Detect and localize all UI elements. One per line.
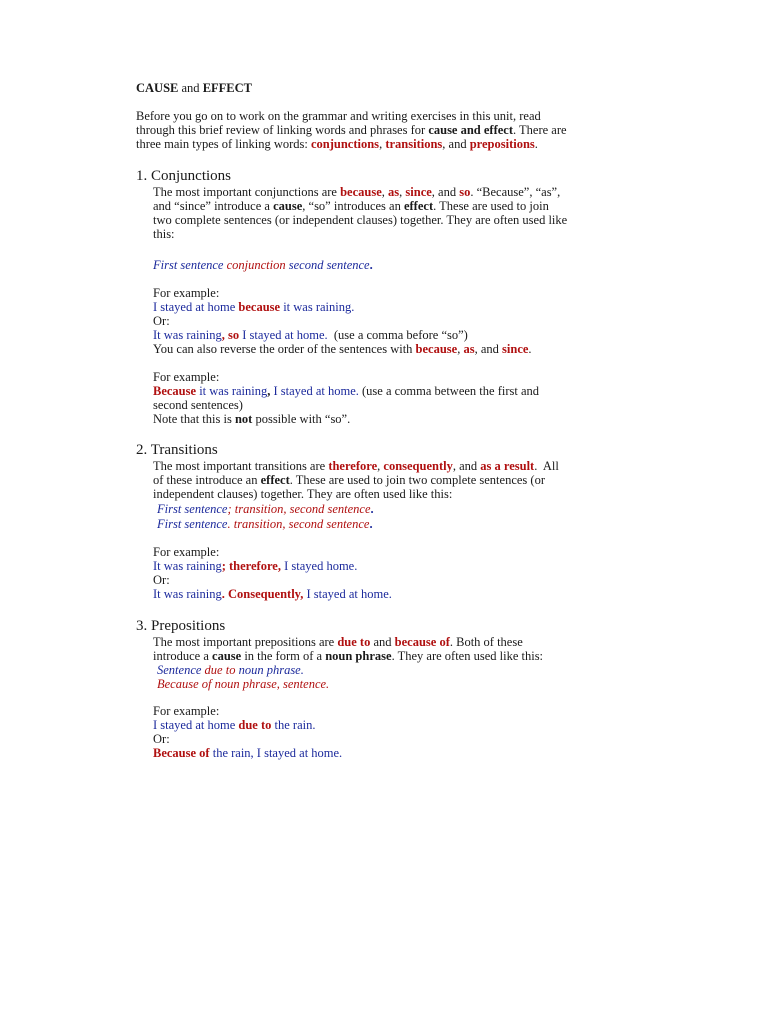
conj-so-note: Note that this is not possible with “so”. xyxy=(153,412,351,426)
prep-para-line-1: The most important prepositions are due to and because of. Both of these xyxy=(153,635,523,649)
trans-for-example: For example: xyxy=(153,545,220,559)
trans-pattern-2: First sentence. transition, second sentence. xyxy=(157,517,373,531)
conj-reverse-note: You can also reverse the order of the sentences with because, as, and since. xyxy=(153,342,532,356)
intro-line-3: three main types of linking words: conjunctions, transitions, and prepositions. xyxy=(136,137,538,151)
conj-example-3: Because it was raining, I stayed at home. (use a comma between the first and xyxy=(153,384,540,398)
conj-for-example-1: For example: xyxy=(153,286,220,300)
intro-line-2: through this brief review of linking words and phrases for cause and effect. There are xyxy=(136,123,567,137)
trans-para-line-3: independent clauses) together. They are often used like this: xyxy=(153,487,453,501)
heading-conjunctions: 1. Conjunctions xyxy=(136,168,232,184)
conj-para-line-3: two complete sentences (or independent clauses) together. They are often used like xyxy=(153,213,568,227)
conj-example-1: I stayed at home because it was raining. xyxy=(153,300,355,314)
prep-pattern-2: Because of noun phrase, sentence. xyxy=(157,677,330,691)
conj-pattern: First sentence conjunction second sentence. xyxy=(153,258,373,272)
conj-example-3-cont: second sentences) xyxy=(153,398,243,412)
prep-example-1: I stayed at home due to the rain. xyxy=(153,718,316,732)
trans-example-2: It was raining. Consequently, I stayed at home. xyxy=(153,587,392,601)
conj-or-1: Or: xyxy=(153,314,170,328)
intro-line-1: Before you go on to work on the grammar and writing exercises in this unit, read xyxy=(136,109,541,123)
trans-example-1: It was raining; therefore, I stayed home. xyxy=(153,559,358,573)
prep-or: Or: xyxy=(153,732,170,746)
heading-prepositions: 3. Prepositions xyxy=(136,618,226,634)
page-title: CAUSE and EFFECT xyxy=(136,81,252,95)
trans-para-line-1: The most important transitions are therefore, consequently, and as a result. All xyxy=(153,459,559,473)
conj-example-2: It was raining, so I stayed at home. (use a comma before “so”) xyxy=(153,328,468,342)
prep-example-2: Because of the rain, I stayed at home. xyxy=(153,746,343,760)
trans-para-line-2: of these introduce an effect. These are used to join two complete sentences (or xyxy=(153,473,545,487)
conj-for-example-2: For example: xyxy=(153,370,220,384)
trans-or: Or: xyxy=(153,573,170,587)
conj-para-line-1: The most important conjunctions are because, as, since, and so. “Because”, “as”, xyxy=(153,185,561,199)
trans-pattern-1: First sentence; transition, second sentence. xyxy=(157,502,374,516)
prep-para-line-2: introduce a cause in the form of a noun phrase. They are often used like this: xyxy=(153,649,544,663)
conj-para-line-2: and “since” introduce a cause, “so” introduces an effect. These are used to join xyxy=(153,199,549,213)
prep-for-example: For example: xyxy=(153,704,220,718)
conj-para-line-4: this: xyxy=(153,227,175,241)
prep-pattern-1: Sentence due to noun phrase. xyxy=(157,663,304,677)
heading-transitions: 2. Transitions xyxy=(136,442,218,458)
